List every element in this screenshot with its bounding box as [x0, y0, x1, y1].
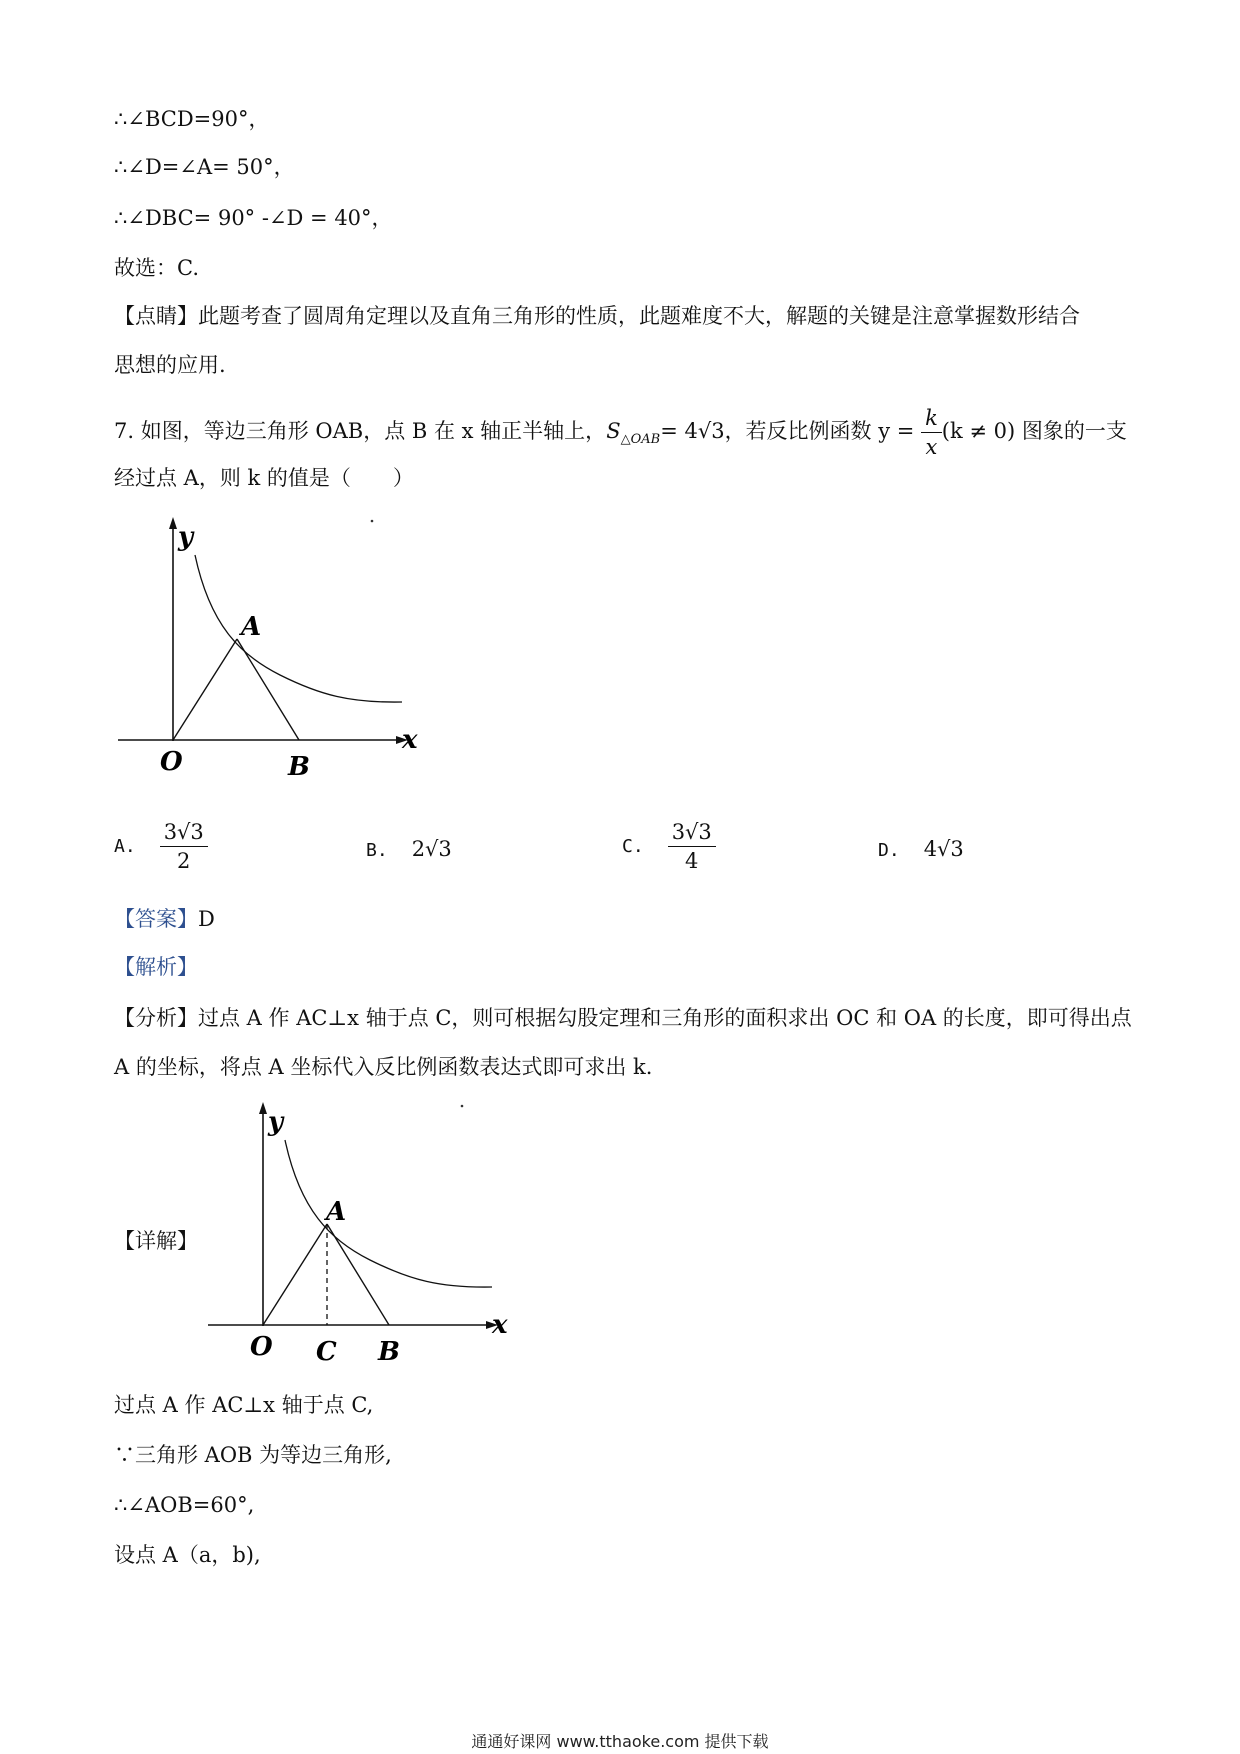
option-A-denominator: 2 [177, 849, 191, 873]
stray-dot [461, 1105, 464, 1108]
answer-value: D [198, 907, 215, 931]
option-B-label: B. [366, 839, 388, 861]
option-B[interactable] [366, 834, 452, 866]
figure-1 [110, 515, 430, 790]
solution-line-4: 设点 A（a，b), [114, 1543, 261, 1567]
comment-line-1: 【点睛】此题考查了圆周角定理以及直角三角形的性质，此题难度不大，解题的关键是注意掌握数形结合 [114, 304, 1080, 328]
option-C-numerator: 3√3 [668, 818, 716, 847]
label-O: O [250, 1332, 273, 1362]
analysis-line-1: 【分析】过点 A 作 AC⊥x 轴于点 C，则可根据勾股定理和三角形的面积求出 OC 和 OA 的长度，即可得出点 [114, 1006, 1132, 1030]
side-OA [263, 1224, 327, 1325]
question-part-1: 7. 如图，等边三角形 OAB，点 B 在 x 轴正半轴上， [114, 419, 607, 443]
solution-line-1: 过点 A 作 AC⊥x 轴于点 C, [114, 1393, 374, 1417]
answer-tag: 【答案】 [114, 907, 198, 931]
option-D[interactable] [878, 834, 964, 866]
fraction-numerator: k [921, 404, 942, 433]
question-7-line-2: 经过点 A，则 k 的值是（ ） [114, 466, 414, 490]
option-A-numerator: 3√3 [160, 818, 208, 847]
option-C[interactable] [622, 818, 716, 875]
stray-dot [371, 520, 374, 523]
y-axis-arrow [169, 517, 177, 529]
option-A-fraction [160, 818, 208, 875]
solution-line-3: ∴∠AOB=60°, [114, 1493, 255, 1517]
hyperbola-curve [195, 555, 402, 702]
fraction-denominator: x [925, 435, 938, 459]
question-part-3: (k ≠ 0) 图象的一支 [941, 419, 1127, 443]
hyperbola-curve [285, 1140, 492, 1287]
label-x: x [492, 1310, 508, 1340]
solution-line-2: ∵三角形 AOB 为等边三角形, [114, 1443, 392, 1467]
side-AB [237, 639, 299, 740]
question-part-2: ，若反比例函数 y = [724, 419, 915, 443]
option-D-label: D. [878, 839, 900, 861]
label-y: y [268, 1107, 284, 1137]
comment-line-2: 思想的应用. [114, 353, 226, 377]
label-A: A [241, 612, 262, 642]
option-C-denominator: 4 [685, 849, 699, 873]
detail-tag: 【详解】 [114, 1229, 198, 1253]
label-O: O [160, 747, 183, 777]
analysis-tag: 【解析】 [114, 955, 198, 979]
text-line-4: 故选：C. [114, 256, 199, 280]
function-fraction [921, 404, 942, 461]
y-axis-arrow [259, 1102, 267, 1114]
option-A-label: A. [114, 835, 136, 857]
option-D-value: 4√3 [923, 837, 964, 861]
answer-line [114, 904, 215, 934]
option-B-value: 2√3 [411, 837, 452, 861]
page-footer: 通通好课网 www.tthaoke.com 提供下载 [471, 1732, 769, 1751]
option-C-fraction [668, 818, 716, 875]
side-AB [327, 1224, 389, 1325]
text-line-3: ∴∠DBC= 90° -∠D = 40°， [114, 206, 393, 230]
question-7-line-1 [114, 404, 1127, 461]
label-C: C [316, 1337, 337, 1367]
label-y: y [178, 522, 194, 552]
area-symbol: S [606, 419, 621, 443]
label-B: B [378, 1337, 400, 1367]
label-x: x [402, 725, 418, 755]
area-subscript: △OAB [620, 432, 661, 447]
option-C-label: C. [622, 835, 644, 857]
label-A: A [326, 1197, 347, 1227]
side-OA [173, 639, 237, 740]
figure-2 [200, 1100, 520, 1375]
label-B: B [288, 752, 310, 782]
area-value: = 4√3 [660, 419, 725, 443]
analysis-line-2: A 的坐标，将点 A 坐标代入反比例函数表达式即可求出 k. [114, 1055, 653, 1079]
text-line-2: ∴∠D=∠A= 50°， [114, 155, 295, 179]
option-A[interactable] [114, 818, 208, 875]
text-line-1: ∴∠BCD=90°， [114, 107, 270, 131]
